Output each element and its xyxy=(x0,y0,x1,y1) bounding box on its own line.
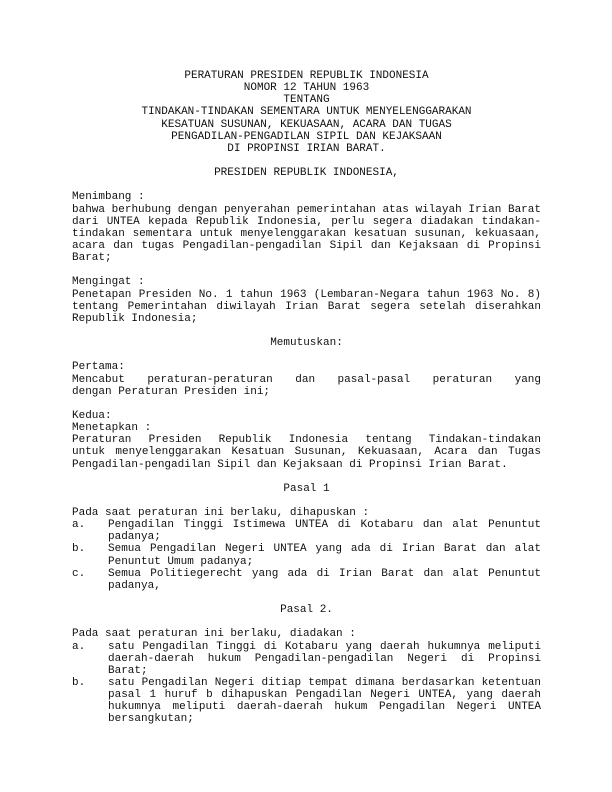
text-line xyxy=(72,507,541,519)
line-text: Memutuskan: xyxy=(270,337,343,350)
text-line xyxy=(72,713,541,725)
line-text: Menetapkan : xyxy=(72,422,152,435)
text-line xyxy=(72,543,541,555)
text-line xyxy=(72,361,541,373)
line-text xyxy=(72,264,541,276)
line-text: Pertama: xyxy=(72,361,125,374)
text-line xyxy=(72,446,541,458)
line-text: tindakan sementara untuk menyelenggarakan kesatuan susunan, kekuasaan, xyxy=(72,227,541,240)
text-line xyxy=(72,641,541,653)
line-text xyxy=(72,471,541,483)
indent-spacer xyxy=(72,580,108,592)
text-line xyxy=(72,689,541,701)
text-line xyxy=(72,701,541,713)
line-text: untuk menyelenggarakan Kesatuan Susunan, Kekuasaan, Acara dan Tugas xyxy=(72,446,541,459)
line-text: Barat; xyxy=(72,252,112,265)
line-text: TENTANG xyxy=(283,94,330,107)
line-text xyxy=(72,495,541,507)
line-text: Kedua: xyxy=(72,409,112,422)
text-line xyxy=(72,374,541,386)
line-text: acara dan tugas Pengadilan-pengadilan Sipil dan Kejaksaan di Propinsi xyxy=(72,239,541,252)
line-text: Menimbang : xyxy=(72,191,145,204)
list-item-label: c. xyxy=(72,567,86,580)
text-line xyxy=(72,216,541,228)
line-text: daerah-daerah hukum Pengadilan-pengadilan Negeri di Propinsi xyxy=(108,652,541,665)
text-line xyxy=(72,240,541,252)
line-text: bersangkutan; xyxy=(108,713,194,726)
line-text: PRESIDEN REPUBLIK INDONESIA, xyxy=(214,167,399,180)
text-line xyxy=(72,434,541,446)
text-line xyxy=(72,568,541,580)
line-text: pasal 1 huruf b dihapuskan Pengadilan Negeri UNTEA, yang daerah xyxy=(108,689,541,702)
line-text: bahwa berhubung dengan penyerahan pemerintahan atas wilayah Irian Barat xyxy=(72,203,541,216)
text-line xyxy=(72,580,541,592)
line-text: Pada saat peraturan ini berlaku, dihapuskan : xyxy=(72,507,370,520)
line-text: satu Pengadilan Negeri ditiap tempat dimana berdasarkan ketentuan xyxy=(108,677,541,690)
line-text: Mengingat : xyxy=(72,276,145,289)
blank-line xyxy=(72,495,541,507)
line-text: Pengadilan Tinggi Istimewa UNTEA di Kotabaru dan alat Penuntut xyxy=(108,519,541,532)
text-line xyxy=(72,204,541,216)
text-line xyxy=(72,519,541,531)
line-text xyxy=(72,349,541,361)
text-line xyxy=(72,604,541,616)
line-text: dari UNTEA kepada Republik Indonesia, perlu segera diadakan tindakan- xyxy=(72,215,541,228)
text-line xyxy=(72,82,541,94)
text-line xyxy=(72,289,541,301)
line-text xyxy=(72,592,541,604)
text-line xyxy=(72,556,541,568)
blank-line xyxy=(72,325,541,337)
blank-line xyxy=(72,155,541,167)
line-text: padanya, xyxy=(108,579,161,592)
blank-line xyxy=(72,616,541,628)
line-text: NOMOR 12 TAHUN 1963 xyxy=(243,82,370,95)
line-text: Semua Politiegerecht yang ada di Irian Barat dan alat Penuntut xyxy=(108,567,541,580)
line-text: PENGADILAN-PENGADILAN SIPIL DAN KEJAKSAAN xyxy=(171,130,442,143)
text-line xyxy=(72,228,541,240)
line-text xyxy=(72,325,541,337)
text-line xyxy=(72,143,541,155)
line-text: Pada saat peraturan ini berlaku, diadakan : xyxy=(72,628,356,641)
text-line xyxy=(72,386,541,398)
blank-line xyxy=(72,179,541,191)
text-line xyxy=(72,252,541,264)
line-text: Pasal 2. xyxy=(280,604,333,617)
line-text: Peraturan Presiden Republik Indonesia tentang Tindakan-tindakan xyxy=(72,434,541,447)
indent-spacer xyxy=(72,653,108,665)
text-line xyxy=(72,653,541,665)
list-item-label: b. xyxy=(72,677,86,690)
indent-spacer xyxy=(72,531,108,543)
text-line xyxy=(72,410,541,422)
text-line xyxy=(72,191,541,203)
list-item-label: a. xyxy=(72,519,86,532)
list-item-label: b. xyxy=(72,543,86,556)
line-text: hukumnya meliputi daerah-daerah hukum Pengadilan Negeri UNTEA xyxy=(108,701,541,714)
text-line xyxy=(72,167,541,179)
text-line xyxy=(72,94,541,106)
line-text: DI PROPINSI IRIAN BARAT. xyxy=(227,142,386,155)
line-text: Pasal 1 xyxy=(283,482,330,495)
line-text: satu Pengadilan Tinggi di Kotabaru yang daerah hukumnya meliputi xyxy=(108,640,541,653)
line-text xyxy=(72,179,541,191)
blank-line xyxy=(72,349,541,361)
line-text: Mencabut peraturan-peraturan dan pasal-pasal peraturan yang xyxy=(72,373,541,386)
indent-spacer xyxy=(72,701,108,713)
document-page xyxy=(72,70,541,726)
blank-line xyxy=(72,592,541,604)
blank-line xyxy=(72,471,541,483)
text-line xyxy=(72,531,541,543)
text-line xyxy=(72,70,541,82)
text-line xyxy=(72,313,541,325)
line-text: Penuntut Umum padanya; xyxy=(108,555,254,568)
line-text: TINDAKAN-TINDAKAN SEMENTARA UNTUK MENYELENGGARAKAN xyxy=(141,106,472,119)
text-line xyxy=(72,483,541,495)
text-line xyxy=(72,677,541,689)
line-text: tentang Pemerintahan diwilayah Irian Barat segera setelah diserahkan xyxy=(72,300,541,313)
line-text xyxy=(72,155,541,167)
list-item-label: a. xyxy=(72,640,86,653)
text-line xyxy=(72,131,541,143)
line-text: KESATUAN SUSUNAN, KEKUASAAN, ACARA DAN TUGAS xyxy=(161,118,452,131)
line-text: PERATURAN PRESIDEN REPUBLIK INDONESIA xyxy=(184,70,429,82)
text-line xyxy=(72,276,541,288)
line-text xyxy=(72,398,541,410)
text-line xyxy=(72,628,541,640)
line-text: Semua Pengadilan Negeri UNTEA yang ada di Irian Barat dan alat xyxy=(108,543,541,556)
line-text: Penetapan Presiden No. 1 tahun 1963 (Lembaran-Negara tahun 1963 No. 8) xyxy=(72,288,541,301)
indent-spacer xyxy=(72,689,108,701)
text-line xyxy=(72,337,541,349)
indent-spacer xyxy=(72,665,108,677)
blank-line xyxy=(72,398,541,410)
text-line xyxy=(72,119,541,131)
indent-spacer xyxy=(72,713,108,725)
text-line xyxy=(72,422,541,434)
line-text: Pengadilan-pengadilan Sipil dan Kejaksaan di Propinsi Irian Barat. xyxy=(72,458,508,471)
blank-line xyxy=(72,264,541,276)
line-text: Barat; xyxy=(108,664,148,677)
line-text xyxy=(72,616,541,628)
line-text: Republik Indonesia; xyxy=(72,312,198,325)
text-line xyxy=(72,106,541,118)
line-text: dengan Peraturan Presiden ini; xyxy=(72,385,271,398)
text-line xyxy=(72,459,541,471)
line-text: padanya; xyxy=(108,531,161,544)
indent-spacer xyxy=(72,556,108,568)
text-line xyxy=(72,301,541,313)
text-line xyxy=(72,665,541,677)
